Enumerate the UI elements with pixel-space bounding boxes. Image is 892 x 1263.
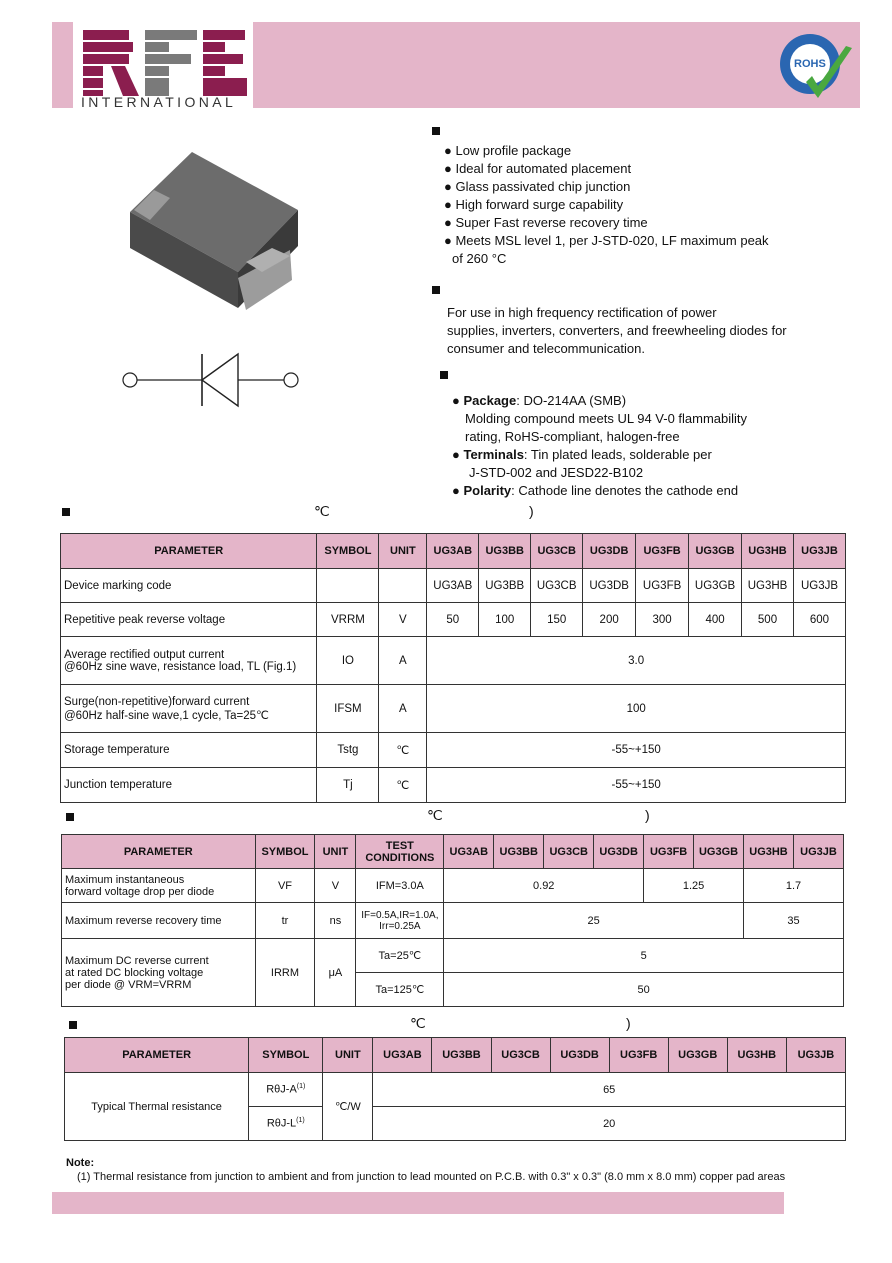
col-header-part: UG3DB bbox=[583, 534, 636, 569]
applications-heading-marker bbox=[432, 286, 440, 294]
feature-item: ● Glass passivated chip junction bbox=[444, 179, 631, 194]
feature-item: ● High forward surge capability bbox=[444, 197, 624, 212]
feature-item: ● Meets MSL level 1, per J-STD-020, LF maximum peak bbox=[444, 233, 769, 248]
col-header-part: UG3GB bbox=[689, 534, 742, 569]
electrical-table: PARAMETER SYMBOL UNIT TEST CONDITIONS UG3AB UG3BB UG3CB UG3DB UG3FB UG3GB UG3HB UG3JB Maximum instantaneous forward voltage drop per diode VF V IFM=3.0A 0.92 1.25 1.7 Maximum reverse recovery time tr ns IF=0.5A,IR=1.0A, Irr=0.25A 25 35 Maximum DC reverse current at rated DC blocking voltage per diode @ VRM=VRRM IRRM μA Ta=25℃ 5 Ta=125℃ 50 bbox=[61, 834, 844, 1007]
thermal-table: PARAMETER SYMBOL UNIT UG3AB UG3BB UG3CB UG3DB UG3FB UG3GB UG3HB UG3JB Typical Thermal resistance RθJ-$A^{(1)}$ ℃/W 65 RθJ-$L^{(1)}$ 20 bbox=[64, 1037, 846, 1141]
feature-item-continuation: of 260 °C bbox=[452, 251, 507, 266]
mechanical-data: ● Package: DO-214AA (SMB) Molding compound meets UL 94 V-0 flammability rating, RoHS-compliant, halogen-free ● Terminals: Tin plated leads, solderable per J-STD-002 and JESD22-B102 ● Polarity: Cathode line denotes the cathode end bbox=[452, 393, 748, 498]
features-heading-marker bbox=[432, 127, 440, 135]
max-ratings-heading-paren: ) bbox=[529, 503, 534, 519]
diode-symbol bbox=[118, 350, 308, 410]
col-header-part: UG3HB bbox=[742, 534, 794, 569]
col-header-part: UG3FB bbox=[636, 534, 689, 569]
note-line: (1) Thermal resistance from junction to ambient and from junction to lead mounted on P.C.B. with 0.3" x 0.3" (8.0 mm x 8.0 mm) copper pad areas bbox=[77, 1171, 786, 1183]
col-header-part: UG3JB bbox=[793, 534, 845, 569]
table-row: Repetitive peak reverse voltage VRRM V 50 100 150 200 300 400 500 600 bbox=[61, 603, 846, 637]
table-row: Average rectified output current @60Hz sine wave, resistance load, TL (Fig.1) IO A 3.0 bbox=[61, 637, 846, 685]
table-row: Device marking code UG3AB UG3BB UG3CB UG3DB UG3FB UG3GB UG3HB UG3JB bbox=[61, 569, 846, 603]
max-ratings-heading-deg: ℃ bbox=[314, 503, 330, 519]
component-package-image bbox=[120, 150, 310, 320]
col-header-symbol: SYMBOL bbox=[317, 534, 379, 569]
table-row: Maximum DC reverse current at rated DC blocking voltage per diode @ VRM=VRRM IRRM μA Ta=25℃ 5 bbox=[62, 939, 844, 973]
table-row: Typical Thermal resistance RθJ-$A^{(1)}$ ℃/W 65 bbox=[65, 1073, 846, 1107]
electrical-heading-paren: ) bbox=[645, 807, 650, 823]
max-ratings-table bbox=[60, 533, 846, 803]
table-row: Maximum instantaneous forward voltage drop per diode VF V IFM=3.0A 0.92 1.25 1.7 bbox=[62, 869, 844, 903]
note-title: Note: bbox=[66, 1157, 95, 1169]
col-header-part: UG3CB bbox=[531, 534, 583, 569]
feature-item: ● Ideal for automated placement bbox=[444, 161, 632, 176]
thermal-heading-paren: ) bbox=[626, 1015, 631, 1031]
col-header-unit: UNIT bbox=[379, 534, 427, 569]
table-row: Junction temperature Tj ℃ -55~+150 bbox=[61, 768, 846, 803]
table-row: Surge(non-repetitive)forward current @60Hz half-sine wave,1 cycle, Ta=25℃ IFSM A 100 bbox=[61, 685, 846, 733]
col-header-part: UG3AB bbox=[427, 534, 479, 569]
footer-band bbox=[52, 1192, 784, 1214]
rohs-text: ROHS bbox=[794, 58, 826, 70]
electrical-heading-marker bbox=[66, 813, 74, 821]
table-row: RθJ-$L^{(1)}$ 20 bbox=[65, 1107, 846, 1141]
thermal-heading-deg: ℃ bbox=[410, 1015, 426, 1031]
electrical-heading-deg: ℃ bbox=[427, 807, 443, 823]
applications-text: For use in high frequency rectification of power supplies, inverters, converters, and freewheeling diodes for consumer and telecommunication. bbox=[447, 305, 787, 356]
feature-item: ● Low profile package bbox=[444, 143, 572, 158]
col-header-parameter: PARAMETER bbox=[61, 534, 317, 569]
table-row: Ta=125℃ 50 bbox=[62, 973, 844, 1007]
col-header-part: UG3BB bbox=[479, 534, 531, 569]
feature-item: ● Super Fast reverse recovery time bbox=[444, 215, 648, 230]
thermal-heading-marker bbox=[69, 1021, 77, 1029]
table-row: Maximum reverse recovery time tr ns IF=0.5A,IR=1.0A, Irr=0.25A 25 35 bbox=[62, 903, 844, 939]
features-list bbox=[444, 142, 769, 268]
max-ratings-heading-marker bbox=[62, 508, 70, 516]
logo-subtitle: INTERNATIONAL bbox=[81, 94, 237, 110]
mechanical-heading-marker bbox=[440, 371, 448, 379]
table-row: Storage temperature Tstg ℃ -55~+150 bbox=[61, 733, 846, 768]
